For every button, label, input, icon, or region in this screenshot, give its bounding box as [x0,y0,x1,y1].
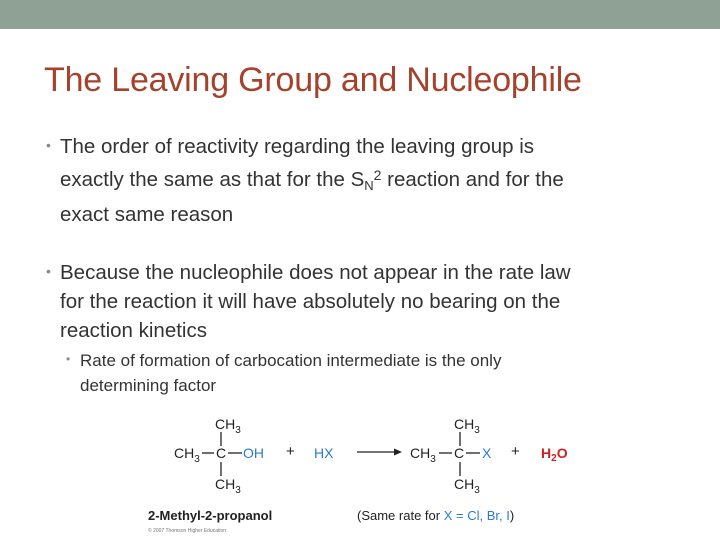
bullet-1-line-1: The order of reactivity regarding the leaving group is [60,135,535,158]
reactant-carbon: C [216,445,227,461]
top-accent-bar [0,0,720,29]
sub-bullet-line-1: Rate of formation of carbocation intermediate is the only [80,351,502,370]
bullet-1-line-2-text: exactly the same as that for the S [60,168,365,191]
bullet-leaving-group [60,132,700,229]
halogen-x: X [482,445,492,461]
product-bottom-methyl: $CH_3$ [454,476,480,496]
water-product: $H_2O$ [541,445,568,464]
product-carbon: C [454,445,465,461]
bullet-1-line-2 [60,161,700,200]
sn-subscript: N [364,178,374,193]
slide-title: The Leaving Group and Nucleophile [44,61,582,99]
plus-sign: + [511,443,520,460]
reactant-left-methyl: $CH_3$ [174,445,200,465]
hydroxyl-group: OH [243,445,264,461]
bullet-marker: • [46,263,51,279]
sub-bullet-rate [80,348,680,398]
reaction-scheme [140,405,590,535]
sub-bullet-marker: • [66,352,71,366]
copyright-note: © 2007 Thomson Higher Education [148,528,227,534]
hx-reagent: HX [314,445,334,461]
sub-bullet-line-2: determining factor [80,376,217,395]
sn-superscript: 2 [373,167,382,183]
bullet-1-line-2-end: reaction and for the [381,168,564,191]
reactant-bottom-methyl: $CH_3$ [215,476,241,496]
plus-sign: + [286,443,295,460]
bullet-2-line-3: reaction kinetics [60,319,207,342]
reactant-name: 2-Methyl-2-propanol [148,508,273,523]
bullet-2-line-1: Because the nucleophile does not appear in the rate law [60,261,571,284]
bullet-2-line-2: for the reaction it will have absolutely no bearing on the [60,290,561,313]
product-top-methyl: $CH_3$ [454,416,480,436]
rate-note: (Same rate for X = Cl, Br, I) [357,508,515,523]
bullet-nucleophile [60,258,700,345]
bullet-1-line-3: exact same reason [60,203,234,226]
reactant-top-methyl: $CH_3$ [215,416,241,436]
reaction-arrowhead [394,449,402,456]
product-left-methyl: $CH_3$ [410,445,436,465]
bullet-marker: • [46,137,51,153]
